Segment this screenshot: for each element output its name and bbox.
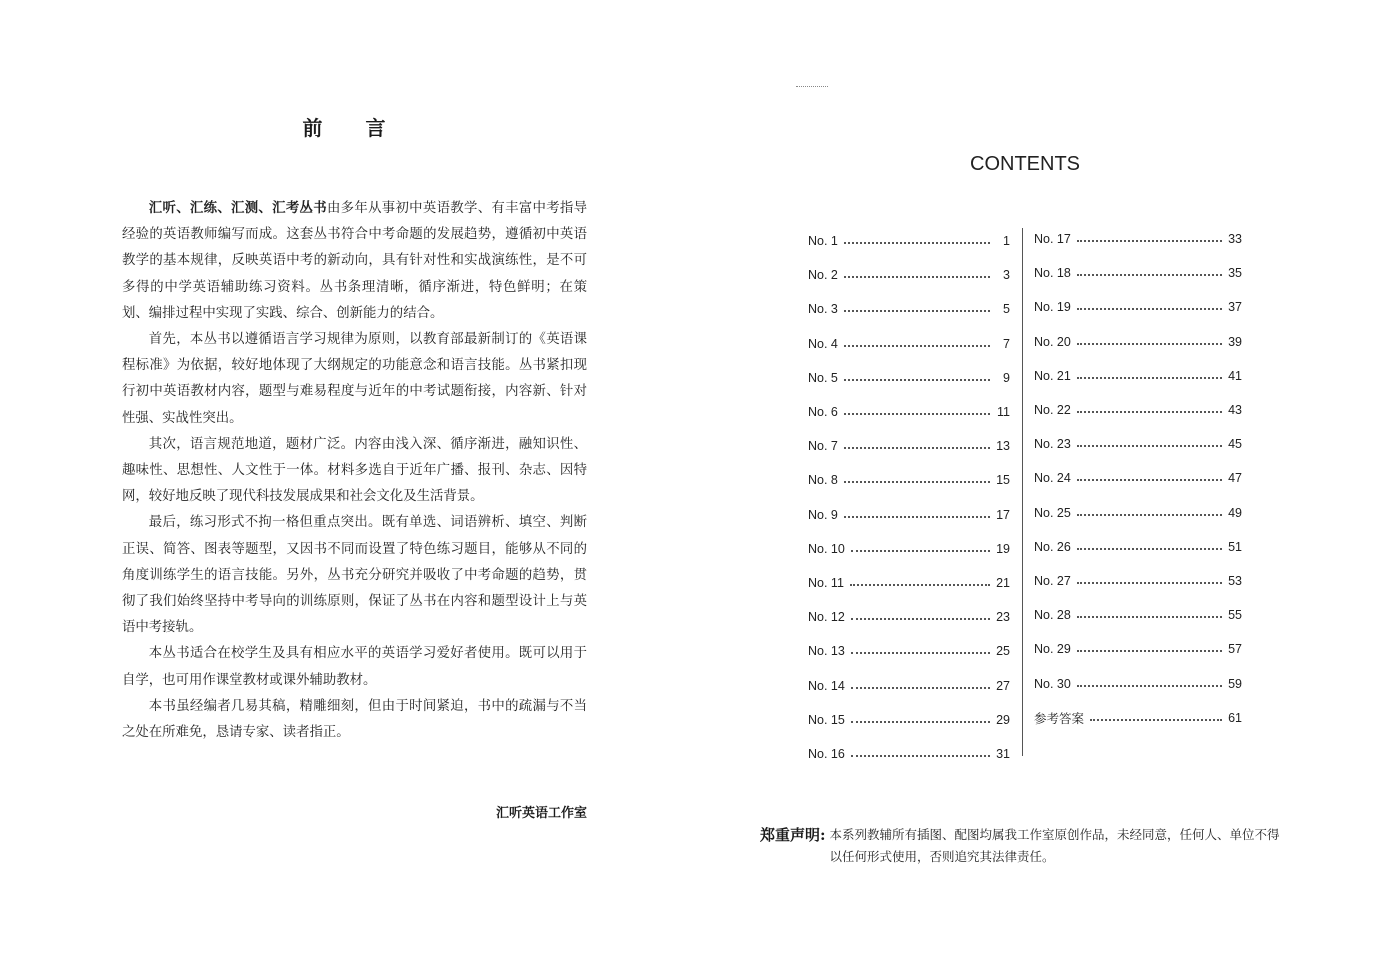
toc-entry-page: 31 (996, 746, 1010, 761)
toc-entry-label: No. 10 (808, 541, 845, 556)
preface-paragraph-5: 本丛书适合在校学生及具有相应水平的英语学习爱好者使用。既可以用于自学，也可用作课堂教材或课外辅助教材。 (122, 646, 587, 688)
toc-entry-label: No. 25 (1034, 505, 1071, 520)
preface-paragraph-4: 最后，练习形式不拘一格但重点突出。既有单选、词语辨析、填空、判断正误、简答、图表等题型，又因书不同而设置了特色练习题目，能够从不同的角度训练学生的语言技能。另外，丛书充分研究并吸收了中考命题的趋势，贯彻了我们始终坚持中考导向的训练原则，保证了丛书在内容和题型设计上与英语中考接轨。 (122, 515, 587, 636)
toc-entry-page: 21 (996, 575, 1010, 590)
toc-entry-label: No. 14 (808, 678, 845, 693)
toc-entry[interactable] (1034, 564, 1242, 598)
toc-entry[interactable] (808, 395, 1010, 429)
toc-entry-page: 17 (996, 507, 1010, 522)
toc-entry-page: 59 (1228, 676, 1242, 691)
series-name: 汇听、汇练、汇测、汇考丛书 (148, 201, 327, 216)
toc-entry[interactable] (808, 600, 1010, 634)
toc-entry[interactable] (808, 668, 1010, 702)
scan-mark (796, 86, 828, 87)
toc-entry[interactable] (1034, 496, 1242, 530)
toc-entry-page: 27 (996, 678, 1010, 693)
toc-entry-label: 参考答案 (1034, 711, 1085, 726)
toc-leader-dots (1077, 377, 1222, 379)
toc-leader-dots (844, 447, 990, 449)
toc-entry-label: No. 20 (1034, 334, 1071, 349)
toc-entry[interactable] (808, 737, 1010, 771)
toc-leader-dots (1077, 616, 1222, 618)
toc-leader-dots (1077, 411, 1222, 413)
toc-entry[interactable] (1034, 325, 1242, 359)
toc-entry[interactable] (808, 429, 1010, 463)
preface-body (122, 196, 587, 746)
toc-entry-label: No. 28 (1034, 608, 1071, 623)
toc-entry[interactable] (1034, 461, 1242, 495)
toc-leader-dots (1077, 582, 1222, 584)
toc-entry-label: No. 22 (1034, 403, 1071, 418)
toc-entry-page: 41 (1228, 368, 1242, 383)
toc-entry[interactable] (1034, 701, 1242, 735)
toc-left-column (808, 224, 1010, 771)
toc-entry-label: No. 12 (808, 610, 845, 625)
toc-entry[interactable] (1034, 427, 1242, 461)
toc-entry-label: No. 9 (808, 507, 838, 522)
toc-entry[interactable] (1034, 666, 1242, 700)
toc-entry-label: No. 6 (808, 405, 838, 420)
toc-leader-dots (844, 379, 990, 381)
toc-leader-dots (851, 550, 990, 552)
toc-leader-dots (851, 687, 990, 689)
preface-signature: 汇听英语工作室 (495, 806, 587, 821)
toc-right-column (1034, 222, 1242, 735)
toc-leader-dots (1077, 308, 1222, 310)
toc-entry[interactable] (1034, 256, 1242, 290)
toc-entry-page: 7 (1003, 336, 1010, 351)
toc-entry-label: No. 16 (808, 746, 845, 761)
toc-leader-dots (844, 413, 990, 415)
toc-entry-label: No. 11 (808, 575, 844, 590)
toc-entry-page: 19 (996, 541, 1010, 556)
toc-leader-dots (851, 755, 990, 757)
toc-entry-page: 25 (996, 644, 1010, 659)
toc-entry-label: No. 5 (808, 370, 838, 385)
toc-entry-page: 15 (996, 473, 1010, 488)
toc-entry[interactable] (1034, 393, 1242, 427)
toc-leader-dots (1077, 548, 1222, 550)
toc-leader-dots (844, 310, 990, 312)
toc-entry-page: 57 (1228, 642, 1242, 657)
toc-entry[interactable] (1034, 530, 1242, 564)
toc-entry[interactable] (808, 566, 1010, 600)
toc-entry[interactable] (808, 224, 1010, 258)
toc-entry[interactable] (1034, 290, 1242, 324)
toc-entry[interactable] (808, 463, 1010, 497)
toc-entry-label: No. 23 (1034, 437, 1071, 452)
copyright-notice (760, 824, 1280, 868)
preface-paragraph-2: 首先，本丛书以遵循语言学习规律为原则，以教育部最新制订的《英语课程标准》为依据，较好地体现了大纲规定的功能意念和语言技能。丛书紧扣现行初中英语教材内容，题型与难易程度与近年的中考试题衔接，内容新、针对性强、实战性突出。 (122, 332, 587, 426)
toc-leader-dots (844, 242, 990, 244)
notice-text: 本系列教辅所有插图、配图均属我工作室原创作品，未经同意，任何人、单位不得以任何形式使用，否则追究其法律责任。 (829, 827, 1280, 864)
toc-leader-dots (1077, 685, 1222, 687)
toc-leader-dots (1077, 274, 1222, 276)
toc-entry-label: No. 2 (808, 268, 838, 283)
contents-title: CONTENTS (970, 153, 1080, 175)
toc-leader-dots (850, 584, 990, 586)
toc-entry[interactable] (808, 532, 1010, 566)
toc-entry-page: 9 (1003, 370, 1010, 385)
toc-entry-label: No. 18 (1034, 266, 1071, 281)
toc-leader-dots (844, 276, 990, 278)
toc-entry-page: 3 (1003, 268, 1010, 283)
toc-leader-dots (844, 345, 990, 347)
toc-entry-page: 5 (1003, 302, 1010, 317)
toc-leader-dots (851, 721, 990, 723)
toc-entry-page: 49 (1228, 505, 1242, 520)
toc-entry-page: 43 (1228, 403, 1242, 418)
toc-leader-dots (1077, 650, 1222, 652)
toc-entry[interactable] (808, 292, 1010, 326)
toc-entry-page: 23 (996, 610, 1010, 625)
notice-label: 郑重声明: (760, 826, 826, 844)
toc-entry[interactable] (808, 361, 1010, 395)
toc-column-divider (1022, 228, 1023, 756)
toc-entry-label: No. 13 (808, 644, 845, 659)
toc-entry-page: 55 (1228, 608, 1242, 623)
toc-entry-page: 39 (1228, 334, 1242, 349)
toc-entry[interactable] (1034, 359, 1242, 393)
toc-leader-dots (851, 618, 990, 620)
preface-title: 前 言 (302, 116, 404, 140)
preface-paragraph-6: 本书虽经编者几易其稿，精雕细刻，但由于时间紧迫，书中的疏漏与不当之处在所难免，恳请专家、读者指正。 (122, 698, 587, 741)
toc-entry[interactable] (808, 258, 1010, 292)
toc-entry-page: 33 (1228, 232, 1242, 247)
toc-entry-page: 37 (1228, 300, 1242, 315)
toc-entry-label: No. 30 (1034, 676, 1071, 691)
toc-entry-page: 35 (1228, 266, 1242, 281)
toc-entry[interactable] (808, 703, 1010, 737)
toc-leader-dots (1090, 719, 1222, 721)
toc-entry-page: 47 (1228, 471, 1242, 486)
toc-entry-label: No. 1 (808, 234, 838, 249)
toc-entry-page: 45 (1228, 437, 1242, 452)
toc-entry-label: No. 26 (1034, 539, 1071, 554)
toc-entry[interactable] (808, 498, 1010, 532)
toc-entry-label: No. 24 (1034, 471, 1071, 486)
toc-entry[interactable] (1034, 598, 1242, 632)
toc-entry[interactable] (1034, 632, 1242, 666)
toc-entry[interactable] (808, 327, 1010, 361)
toc-entry-page: 51 (1228, 539, 1242, 554)
toc-leader-dots (1077, 240, 1222, 242)
toc-leader-dots (1077, 479, 1222, 481)
toc-leader-dots (1077, 343, 1222, 345)
toc-entry-label: No. 17 (1034, 232, 1071, 247)
toc-entry-label: No. 4 (808, 336, 838, 351)
toc-entry-label: No. 19 (1034, 300, 1071, 315)
toc-entry-label: No. 29 (1034, 642, 1071, 657)
toc-entry-page: 61 (1228, 710, 1242, 725)
toc-entry-label: No. 15 (808, 712, 845, 727)
toc-entry-label: No. 21 (1034, 368, 1071, 383)
toc-entry-page: 1 (1003, 234, 1010, 249)
toc-entry-label: No. 7 (808, 439, 838, 454)
toc-entry-label: No. 3 (808, 302, 838, 317)
toc-leader-dots (1077, 445, 1222, 447)
toc-leader-dots (844, 516, 990, 518)
toc-entry-label: No. 8 (808, 473, 838, 488)
toc-entry-page: 29 (996, 712, 1010, 727)
toc-leader-dots (851, 652, 990, 654)
toc-entry-page: 13 (996, 439, 1010, 454)
toc-leader-dots (1077, 514, 1222, 516)
toc-leader-dots (844, 481, 990, 483)
preface-paragraph-1-text: 由多年从事初中英语教学、有丰富中考指导经验的英语教师编写而成。这套丛书符合中考命题的发展趋势，遵循初中英语教学的基本规律，反映英语中考的新动向，具有针对性和实战演练性，是不可多得的中学英语辅助练习资料。丛书条理清晰，循序渐进，特色鲜明；在策划、编排过程中实现了实践、综合、创新能力的结合。 (122, 201, 588, 321)
preface-paragraph-3: 其次，语言规范地道，题材广泛。内容由浅入深、循序渐进，融知识性、趣味性、思想性、人文性于一体。材料多选自于近年广播、报刊、杂志、因特网，较好地反映了现代科技发展成果和社会文化及生活背景。 (122, 436, 587, 505)
toc-entry[interactable] (1034, 222, 1242, 256)
preface-paragraph-1 (122, 196, 587, 327)
toc-entry-page: 53 (1228, 573, 1242, 588)
toc-entry-label: No. 27 (1034, 573, 1071, 588)
toc-entry[interactable] (808, 634, 1010, 668)
contents-page (688, 0, 1376, 971)
toc-entry-page: 11 (997, 405, 1010, 420)
